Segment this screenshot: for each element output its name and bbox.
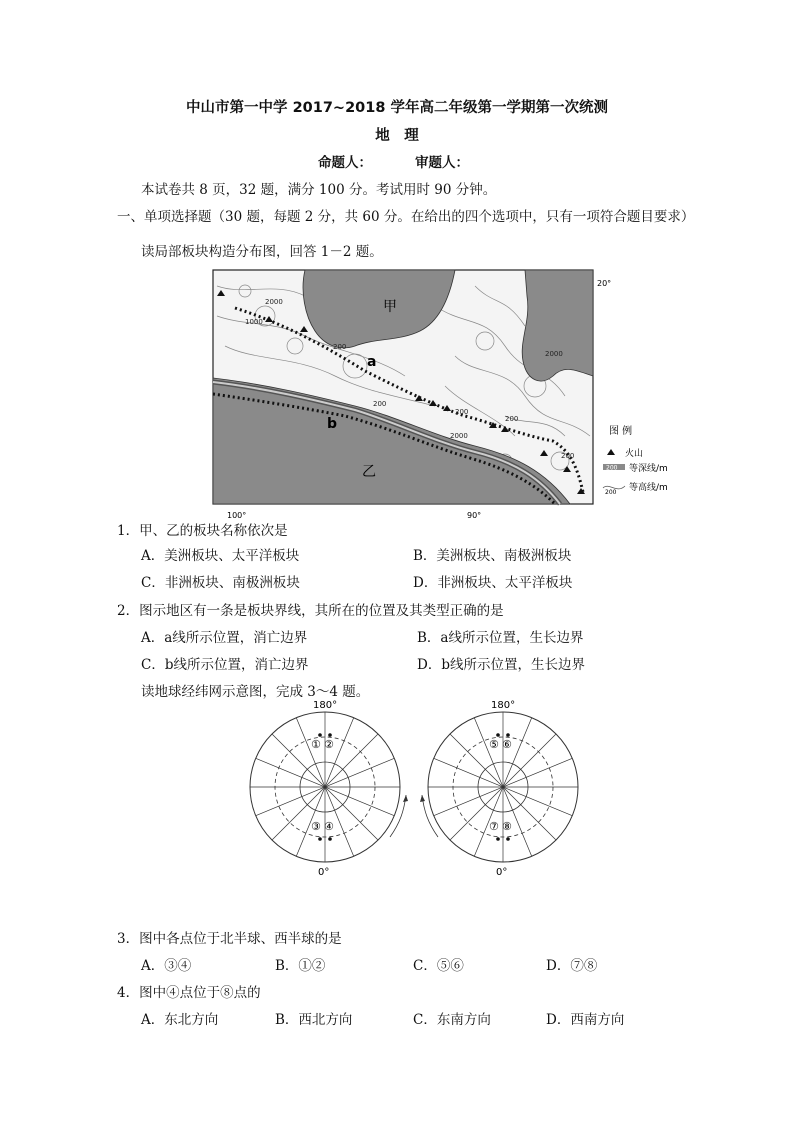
left-meridians <box>250 712 400 862</box>
svg-text:200: 200 <box>505 415 519 423</box>
point-3: ③ <box>311 820 321 833</box>
legend-contour: 等高线/m <box>629 483 668 493</box>
svg-text:200: 200 <box>333 343 347 351</box>
svg-text:200: 200 <box>561 452 575 460</box>
east-sea <box>522 270 593 381</box>
q3-option-b: B．①② <box>275 958 326 974</box>
svg-text:1000: 1000 <box>245 318 263 326</box>
q1-option-a: A．美洲板块、太平洋板块 <box>141 548 300 564</box>
longitude-label-left: 100° <box>227 511 247 520</box>
legend-volcano: 火山 <box>625 449 644 459</box>
line-label-a: a <box>367 354 377 370</box>
exam-title: 中山市第一中学 2017~2018 学年高二年级第一学期第一次统测 <box>186 100 608 116</box>
svg-text:2000: 2000 <box>450 432 468 440</box>
q3-option-a: A．③④ <box>141 958 192 974</box>
volcano-icon <box>607 449 615 455</box>
line-label-b: b <box>327 416 338 432</box>
q2-option-c: C．b线所示位置，消亡边界 <box>141 657 309 673</box>
plate-map-figure <box>205 266 700 520</box>
intro-text: 本试卷共 8 页，32 题，满分 100 分。考试用时 90 分钟。 <box>141 182 497 198</box>
q4-option-b: B．西北方向 <box>275 1012 353 1028</box>
globe-left <box>250 700 408 878</box>
point-1: ① <box>311 738 321 751</box>
point-6: ⑥ <box>502 738 512 751</box>
left-bottom-label: 0° <box>318 867 330 878</box>
right-top-label: 180° <box>491 700 516 711</box>
point-2: ② <box>324 738 334 751</box>
q1-option-b: B．美洲板块、南极洲板块 <box>413 548 572 564</box>
point-7: ⑦ <box>489 820 499 833</box>
map-legend <box>603 424 668 496</box>
rotation-arrow-right <box>422 795 438 837</box>
subject-title: 地 理 <box>375 128 419 144</box>
author-label: 命题人： <box>318 155 372 171</box>
svg-text:200: 200 <box>373 400 387 408</box>
svg-text:200: 200 <box>605 489 617 496</box>
reviewer-label: 审题人： <box>415 155 469 171</box>
right-meridians <box>428 712 578 862</box>
svg-text:2000: 2000 <box>265 298 283 306</box>
map-instruction: 读局部板块构造分布图，回答 1－2 题。 <box>141 244 383 260</box>
q4-option-a: A．东北方向 <box>141 1012 219 1028</box>
plate-label-yi: 乙 <box>362 464 376 480</box>
point-4: ④ <box>324 820 334 833</box>
q2-option-d: D．b线所示位置，生长边界 <box>417 657 585 673</box>
globe-instruction: 读地球经纬网示意图，完成 3～4 题。 <box>141 684 370 700</box>
q2-option-a: A．a线所示位置，消亡边界 <box>141 630 308 646</box>
longitude-label-right: 90° <box>467 511 482 520</box>
legend-isobath: 等深线/m <box>629 464 668 474</box>
q4-option-c: C．东南方向 <box>413 1012 491 1028</box>
svg-text:200: 200 <box>606 464 618 472</box>
point-8: ⑧ <box>502 820 512 833</box>
point-5: ⑤ <box>489 738 499 751</box>
svg-text:2000: 2000 <box>545 350 563 358</box>
left-top-label: 180° <box>313 700 338 711</box>
section-heading: 一、单项选择题（30 题，每题 2 分，共 60 分。在给出的四个选项中，只有一项符合题目要求） <box>117 209 695 225</box>
q1-stem: 1．甲、乙的板块名称依次是 <box>117 523 288 539</box>
legend-title: 图 例 <box>609 426 633 437</box>
q1-option-c: C．非洲板块、南极洲板块 <box>141 575 300 591</box>
q1-option-d: D．非洲板块、太平洋板块 <box>413 575 573 591</box>
right-bottom-label: 0° <box>496 867 508 878</box>
globe-right <box>420 700 578 878</box>
plate-label-jia: 甲 <box>383 299 397 315</box>
q3-option-c: C．⑤⑥ <box>413 958 464 974</box>
q2-stem: 2．图示地区有一条是板块界线，其所在的位置及其类型正确的是 <box>117 603 504 619</box>
graticule-figure <box>240 695 580 880</box>
q2-option-b: B．a线所示位置，生长边界 <box>417 630 584 646</box>
latitude-label: 20° <box>597 279 612 288</box>
q3-option-d: D．⑦⑧ <box>546 958 598 974</box>
q3-stem: 3．图中各点位于北半球、西半球的是 <box>117 931 342 947</box>
q4-option-d: D．西南方向 <box>546 1012 625 1028</box>
svg-text:200: 200 <box>455 408 469 416</box>
q4-stem: 4．图中④点位于⑧点的 <box>117 985 261 1001</box>
